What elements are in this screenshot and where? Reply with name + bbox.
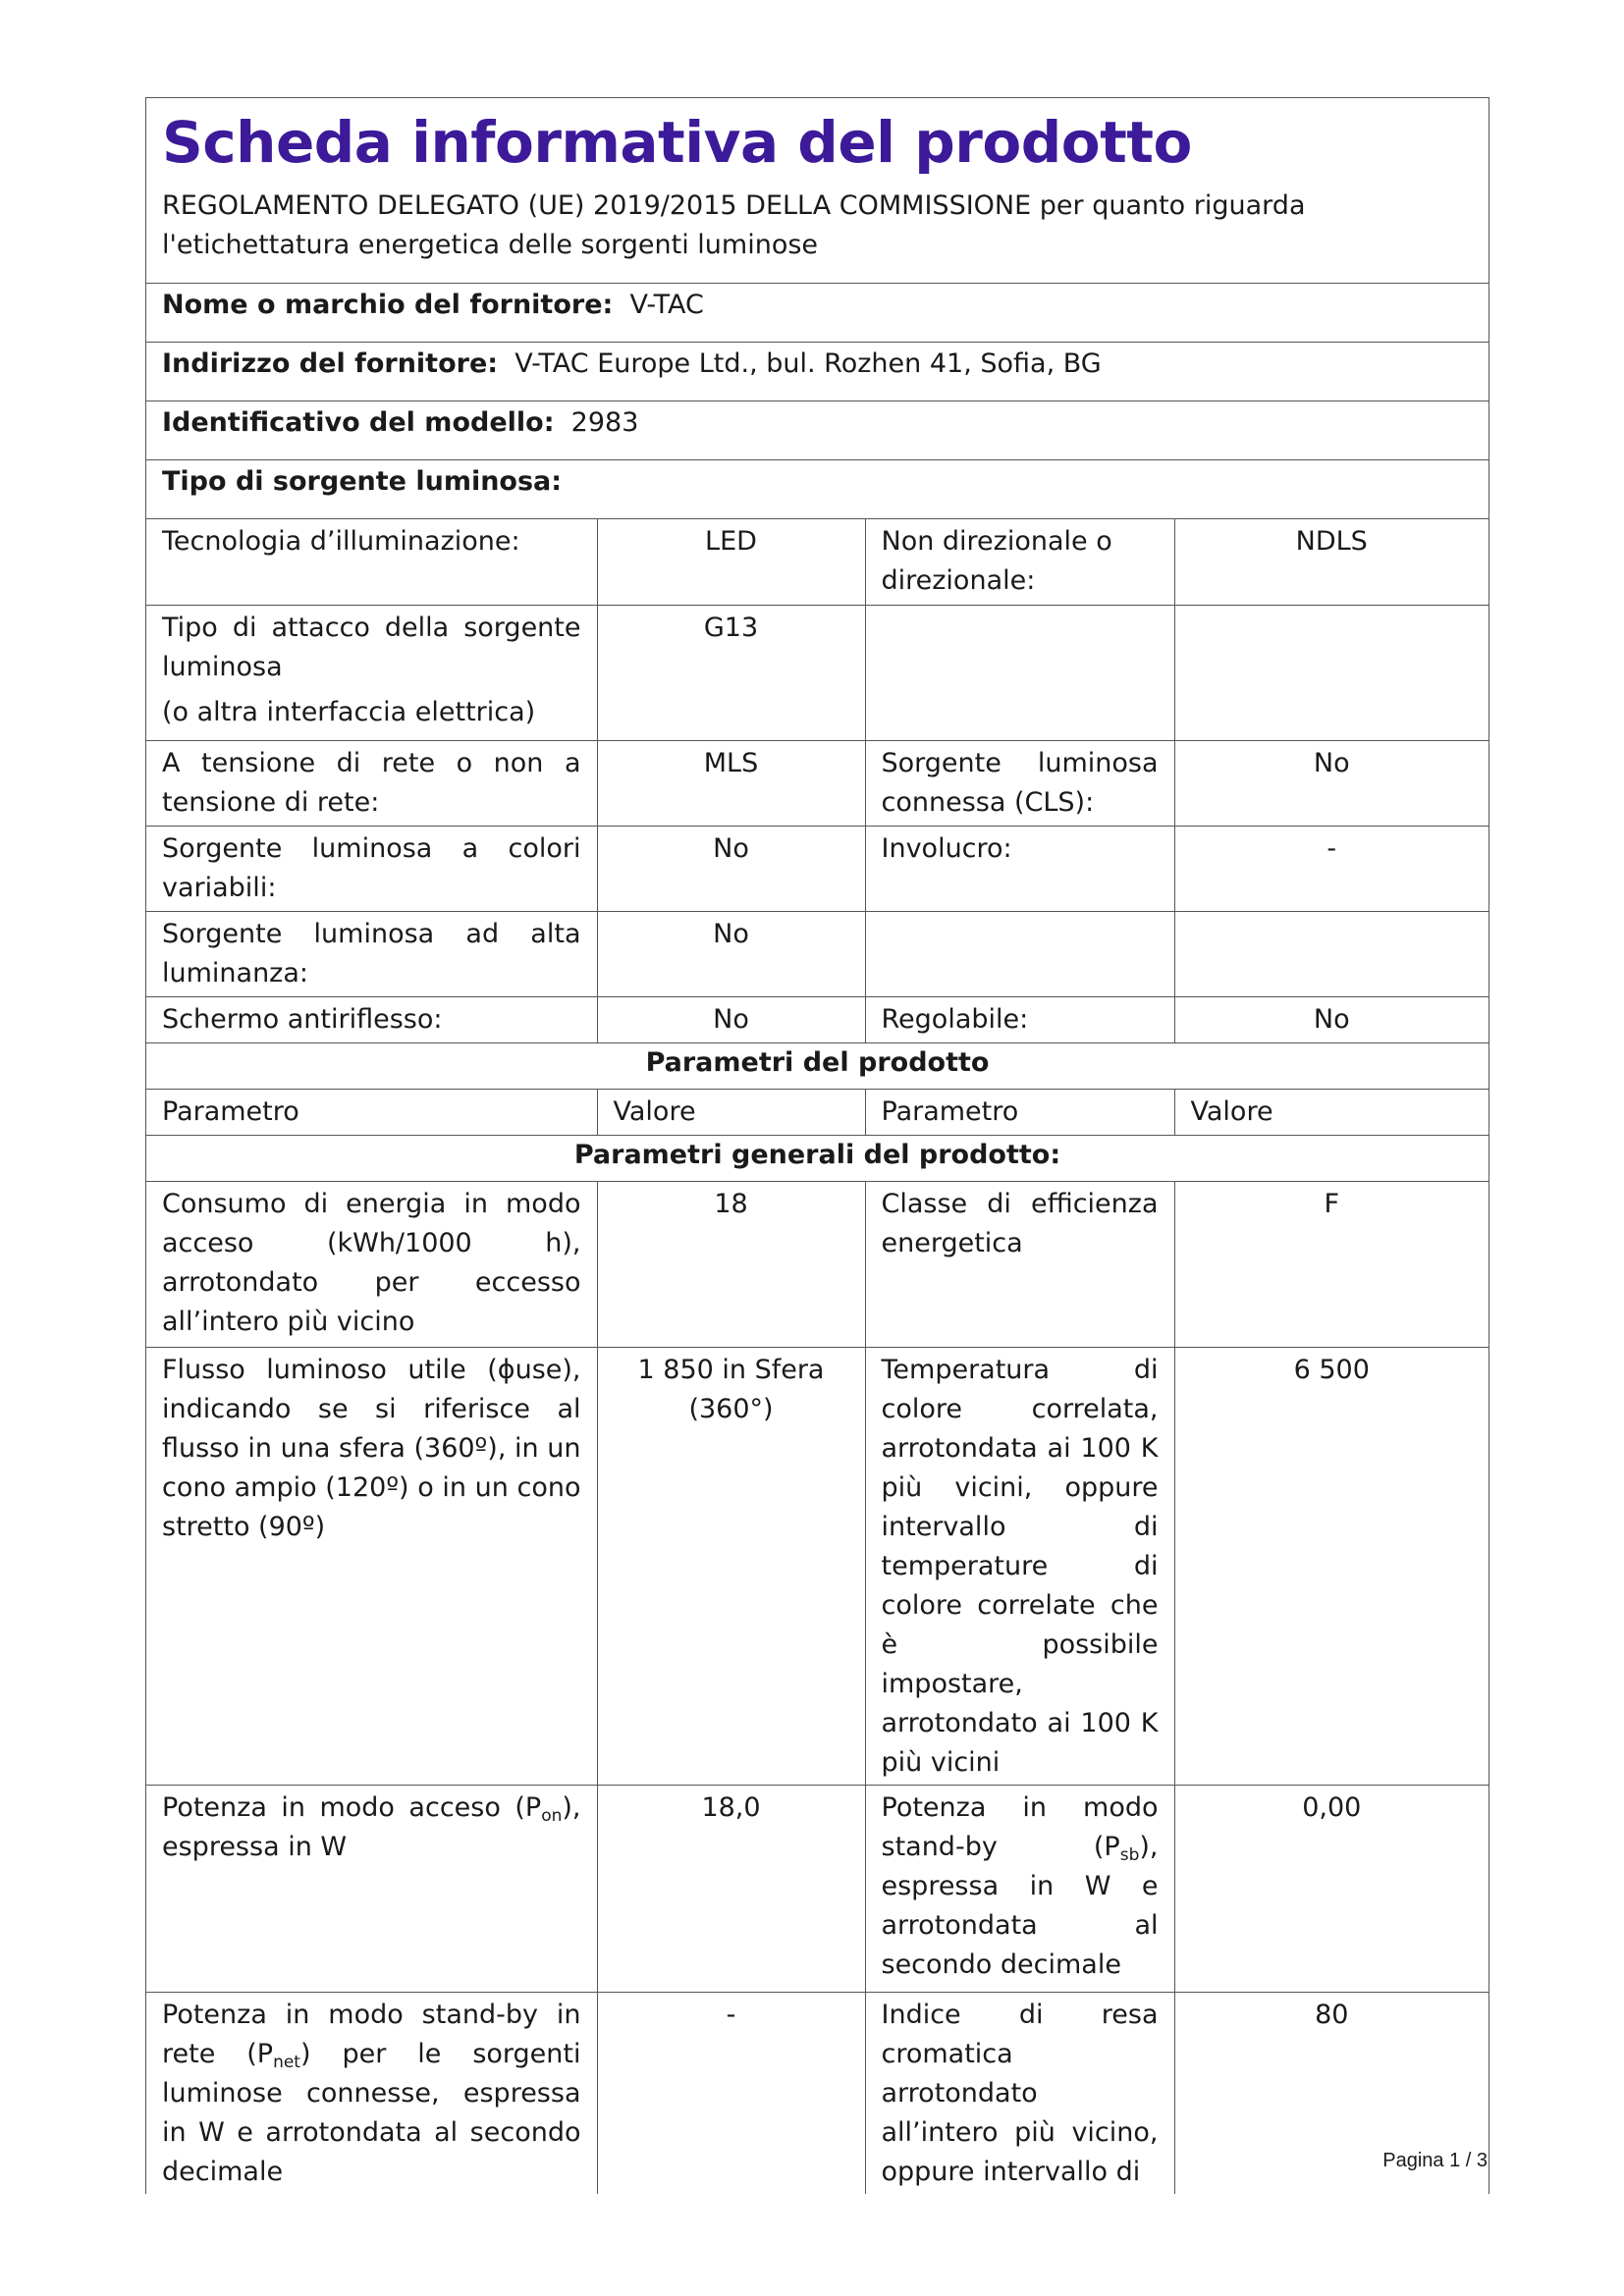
source-label <box>865 911 1174 996</box>
column-header-row <box>146 1089 1489 1135</box>
table-row <box>146 1347 1489 1785</box>
params-heading: Parametri del prodotto <box>146 1042 1489 1089</box>
regulation-text: REGOLAMENTO DELEGATO (UE) 2019/2015 DELLA COMMISSIONE per quanto riguarda l'etichettatura energetica delle sorgenti luminose <box>162 190 1306 260</box>
source-value: G13 <box>597 605 865 740</box>
source-label <box>146 605 597 740</box>
table-row <box>146 740 1489 826</box>
source-label-main: Tipo di attacco della sorgente luminosa <box>162 612 581 682</box>
section-heading-row <box>146 1042 1489 1089</box>
param-value: 18 <box>597 1181 865 1347</box>
page-title: Scheda informativa del prodotto <box>162 109 1192 176</box>
source-value <box>1174 911 1489 996</box>
param-label: Indice di resa cromatica arrotondato all’intero più vicino, oppure intervallo di <box>865 1992 1174 2194</box>
model-id-row <box>146 401 1489 460</box>
supplier-name-row <box>146 284 1489 343</box>
param-value: 6 500 <box>1174 1347 1489 1785</box>
source-label-note: (o altra interfaccia elettrica) <box>162 696 536 727</box>
source-type-heading-row <box>146 460 1489 519</box>
model-id-value: 2983 <box>570 407 639 438</box>
col-header-parametro: Parametro <box>146 1089 597 1135</box>
supplier-name-value: V-TAC <box>629 290 704 320</box>
section-heading-row <box>146 1135 1489 1181</box>
table-row <box>146 1181 1489 1347</box>
supplier-address-value: V-TAC Europe Ltd., bul. Rozhen 41, Sofia, BG <box>514 348 1102 379</box>
source-value: MLS <box>597 740 865 826</box>
source-label: Sorgente luminosa a colori variabili: <box>146 826 597 911</box>
table-row <box>146 826 1489 911</box>
product-info-sheet <box>145 97 1489 2194</box>
table-row <box>146 911 1489 996</box>
source-value: No <box>597 826 865 911</box>
source-label: A tensione di rete o non a tensione di rete: <box>146 740 597 826</box>
table-row <box>146 996 1489 1042</box>
param-value: F <box>1174 1181 1489 1347</box>
source-value <box>1174 605 1489 740</box>
source-label: Tecnologia d’illuminazione: <box>146 519 597 605</box>
header-block <box>146 98 1489 284</box>
param-label: Potenza in modo acceso $(P_{on})$, espressa in W <box>146 1785 597 1992</box>
table-row <box>146 519 1489 605</box>
source-value: - <box>1174 826 1489 911</box>
col-header-parametro: Parametro <box>865 1089 1174 1135</box>
source-label: Non direzionale o direzionale: <box>865 519 1174 605</box>
col-header-valore: Valore <box>1174 1089 1489 1135</box>
source-value: LED <box>597 519 865 605</box>
param-label: Potenza in modo stand-by $(P_{sb})$, espressa in W e arrotondata al secondo decimale <box>865 1785 1174 1992</box>
source-label: Regolabile: <box>865 996 1174 1042</box>
source-type-table <box>146 519 1489 2194</box>
model-id-label: Identificativo del modello: <box>162 407 555 438</box>
source-value: No <box>1174 996 1489 1042</box>
source-value: No <box>1174 740 1489 826</box>
table-row <box>146 605 1489 740</box>
param-label: Flusso luminoso utile (ɸuse), indicando se si riferisce al flusso in una sfera (360º), in un cono ampio (120º) o in un cono stretto (90º) <box>146 1347 597 1785</box>
param-value: - <box>597 1992 865 2194</box>
source-value: No <box>597 996 865 1042</box>
param-label: Classe di efficienza energetica <box>865 1181 1174 1347</box>
source-value: NDLS <box>1174 519 1489 605</box>
param-label: Potenza in modo stand-by in rete $(P_{net})$ per le sorgenti luminose connesse, espressa in W e arrotondata al secondo decimale <box>146 1992 597 2194</box>
source-label: Involucro: <box>865 826 1174 911</box>
general-params-heading: Parametri generali del prodotto: <box>146 1135 1489 1181</box>
table-row <box>146 1785 1489 1992</box>
param-value: 80 <box>1315 1999 1349 2030</box>
param-value: 18,0 <box>597 1785 865 1992</box>
param-value: 0,00 <box>1174 1785 1489 1992</box>
source-label: Sorgente luminosa connessa (CLS): <box>865 740 1174 826</box>
source-label <box>865 605 1174 740</box>
supplier-name-label: Nome o marchio del fornitore: <box>162 290 614 320</box>
param-value: 1 850 in Sfera (360°) <box>597 1347 865 1785</box>
col-header-valore: Valore <box>597 1089 865 1135</box>
param-label: Temperatura di colore correlata, arrotondata ai 100 K più vicini, oppure intervallo di temperature di colore correlate che è possibile impostare, arrotondato ai 100 K più vicini <box>865 1347 1174 1785</box>
supplier-address-label: Indirizzo del fornitore: <box>162 348 499 379</box>
source-value: No <box>597 911 865 996</box>
supplier-address-row <box>146 343 1489 401</box>
page-indicator: Pagina 1 / 3 <box>1382 2150 1488 2171</box>
source-label: Sorgente luminosa ad alta luminanza: <box>146 911 597 996</box>
source-type-heading: Tipo di sorgente luminosa: <box>162 466 563 497</box>
source-label: Schermo antiriflesso: <box>146 996 597 1042</box>
param-label: Consumo di energia in modo acceso (kWh/1000 h), arrotondato per eccesso all’intero più vicino <box>146 1181 597 1347</box>
table-row <box>146 1992 1489 2194</box>
